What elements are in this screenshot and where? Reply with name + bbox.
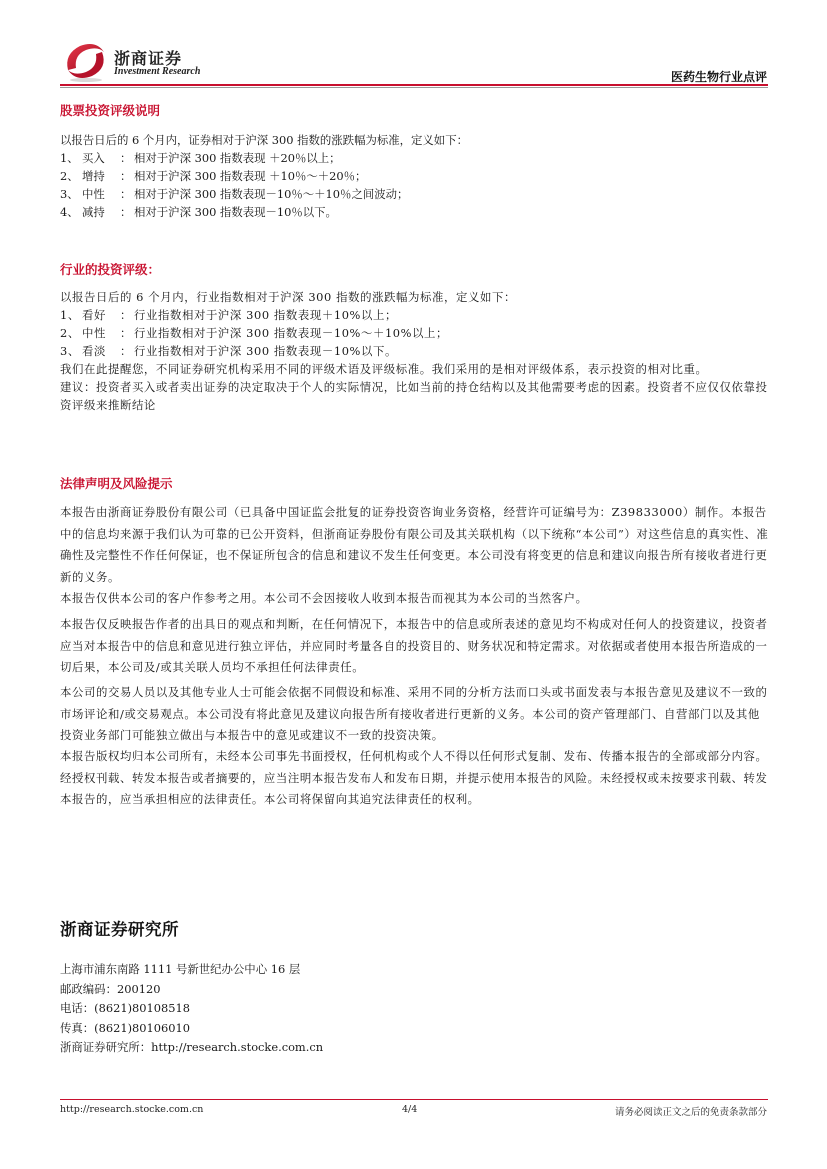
- legal-paragraph: 本报告由浙商证券股份有限公司（已具备中国证监会批复的证券投资咨询业务资格，经营许可证编号为：Z39833000）制作。本报告中的信息均来源于我们认为可靠的已公开资料，但浙商证券股份有限公司及其关联机构（以下统称“本公司”）对这些信息的真实性、准确性及完整性不作任何保证，也不保证所包含的信息和建议不发生任何变更。本公司没有将变更的信息和建议向报告所有接收者进行更新的义务。: [60, 505, 769, 584]
- header-divider: [60, 84, 768, 86]
- stock-rating-block: [60, 131, 468, 221]
- brand-name-en: Investment Research: [114, 66, 201, 77]
- contact-website[interactable]: 浙商证券研究所：http://research.stocke.com.cn: [60, 1040, 324, 1055]
- contact-fax: 传真：(8621)80106010: [60, 1020, 191, 1035]
- footer-disclaimer: 请务必阅读正文之后的免责条款部分: [614, 1107, 767, 1118]
- legal-paragraph: 本报告仅供本公司的客户作参考之用。本公司不会因接收人收到本报告而视其为本公司的当然客户。: [60, 591, 588, 605]
- report-type-title: 医药生物行业点评: [670, 70, 767, 84]
- industry-rating-advice: 建议：投资者买入或者卖出证券的决定取决于个人的实际情况，比如当前的持仓结构以及其他需要考虑的因素。投资者不应仅仅依靠投资评级来推断结论: [60, 380, 768, 412]
- contact-postcode: 邮政编码：200120: [60, 981, 161, 996]
- footer-url-link[interactable]: http://research.stocke.com.cn: [60, 1104, 204, 1115]
- industry-rating-item: 2、 中性 ： 行业指数相对于沪深 300 指数表现－10%～＋10%以上；: [60, 326, 449, 340]
- header-divider-secondary: [60, 87, 768, 88]
- stock-rating-intro: 以报告日后的 6 个月内，证券相对于沪深 300 指数的涨跌幅为标准，定义如下：: [60, 133, 468, 147]
- stock-rating-item: 1、 买入 ： 相对于沪深 300 指数表现 ＋20％以上；: [60, 151, 341, 165]
- footer-divider: [60, 1099, 768, 1100]
- contact-block: [60, 960, 323, 1058]
- contact-address: 上海市浦东南路 1111 号新世纪办公中心 16 层: [60, 962, 301, 976]
- industry-rating-intro: 以报告日后的 6 个月内，行业指数相对于沪深 300 指数的涨跌幅为标准，定义如下：: [60, 290, 516, 304]
- company-logo-icon: [62, 40, 108, 82]
- brand-name-cn: 浙商证券: [114, 49, 183, 68]
- industry-rating-item: 1、 看好 ： 行业指数相对于沪深 300 指数表现＋10%以上；: [60, 308, 397, 322]
- contact-phone: 电话：(8621)80108518: [60, 1001, 191, 1016]
- industry-rating-heading: 行业的投资评级：: [60, 262, 161, 277]
- legal-paragraph: 本报告仅反映报告作者的出具日的观点和判断，在任何情况下，本报告中的信息或所表述的意见均不构成对任何人的投资建议，投资者应当对本报告中的信息和意见进行独立评估，并应同时考量各自的投资目的、财务状况和特定需求。对依据或者使用本报告所造成的一切后果，本公司及/或其关联人员均不承担任何法律责任。: [60, 617, 768, 674]
- industry-rating-note: 我们在此提醒您，不同证券研究机构采用不同的评级术语及评级标准。我们采用的是相对评级体系，表示投资的相对比重。: [60, 362, 708, 376]
- legal-paragraph: 本报告版权均归本公司所有，未经本公司事先书面授权，任何机构或个人不得以任何形式复制、发布、传播本报告的全部或部分内容。经授权刊载、转发本报告或者摘要的，应当注明本报告发布人和发布日期，并提示使用本报告的风险。未经授权或未按要求刊载、转发本报告的，应当承担相应的法律责任。本公司将保留向其追究法律责任的权利。: [60, 749, 768, 806]
- stock-rating-item: 4、 减持 ： 相对于沪深 300 指数表现－10％以下。: [60, 205, 337, 219]
- stock-rating-item: 2、 增持 ： 相对于沪深 300 指数表现 ＋10％～＋20％；: [60, 169, 367, 183]
- legal-paragraph: 本公司的交易人员以及其他专业人士可能会依据不同假设和标准、采用不同的分析方法而口头或书面发表与本报告意见及建议不一致的市场评论和/或交易观点。本公司没有将此意见及建议向报告所有接收者进行更新的义务。本公司的资产管理部门、自营部门以及其他投资业务部门可能独立做出与本报告中的意见或建议不一致的投资决策。: [60, 685, 768, 742]
- institute-name: 浙商证券研究所: [60, 920, 179, 939]
- industry-rating-item: 3、 看淡 ： 行业指数相对于沪深 300 指数表现－10%以下。: [60, 344, 397, 358]
- industry-rating-block: [60, 288, 770, 414]
- page-number: 4/4: [402, 1104, 418, 1115]
- stock-rating-heading: 股票投资评级说明: [60, 103, 161, 118]
- stock-rating-item: 3、 中性 ： 相对于沪深 300 指数表现－10％～＋10％之间波动；: [60, 187, 409, 201]
- legal-heading: 法律声明及风险提示: [60, 476, 173, 491]
